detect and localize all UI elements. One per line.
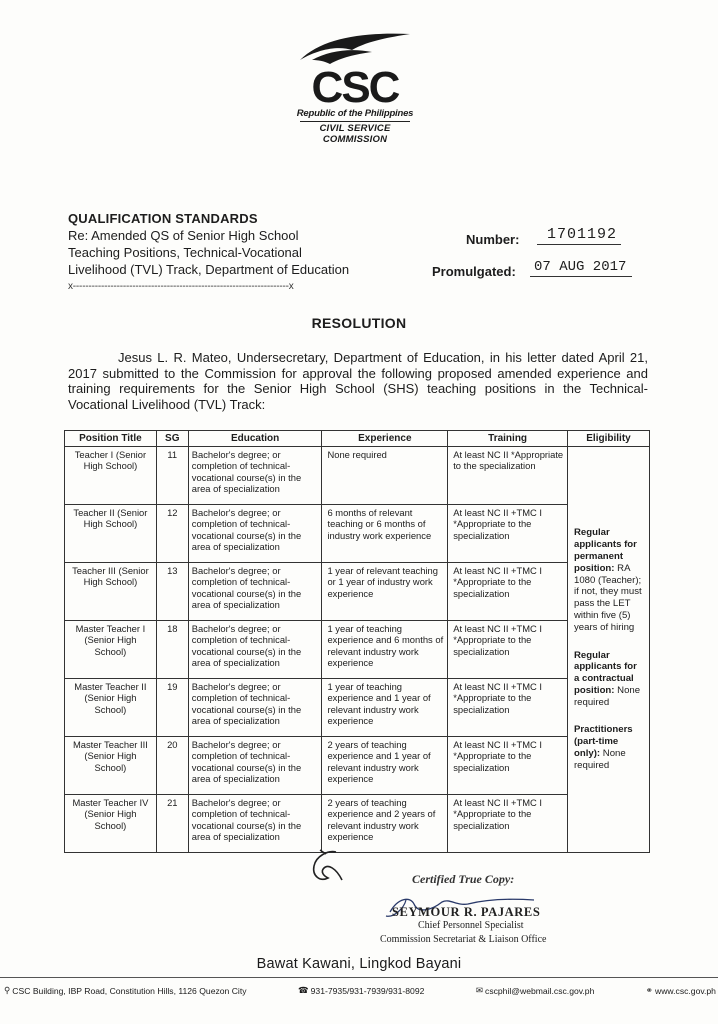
promulgated-label: Promulgated: — [432, 264, 516, 279]
cell-sg: 21 — [156, 795, 188, 853]
table-row — [65, 795, 650, 853]
cell-sg: 11 — [156, 447, 188, 505]
cell-position: Master Teacher IV (Senior High School) — [65, 795, 157, 853]
signatory-name: SEYMOUR R. PAJARES — [392, 905, 541, 919]
promulgated-date: 07 AUG 2017 — [530, 259, 632, 277]
cell-position: Master Teacher III (Senior High School) — [65, 737, 157, 795]
phone-icon: ☎ — [297, 985, 309, 995]
header-training: Training — [448, 431, 568, 447]
cell-position: Teacher I (Senior High School) — [65, 447, 157, 505]
cell-education: Bachelor's degree; or completion of technical-vocational course(s) in the area of specialization — [188, 679, 322, 737]
subject-line-3: Livelihood (TVL) Track, Department of Education — [68, 262, 350, 277]
table-row — [65, 447, 650, 505]
handwritten-initial-signature — [306, 846, 350, 886]
header-experience: Experience — [322, 431, 448, 447]
footer-email[interactable] — [476, 985, 595, 996]
cell-training: At least NC II +TMC I *Appropriate to the specialization — [448, 621, 568, 679]
logo-swoosh-inner — [312, 50, 372, 64]
table-row — [65, 563, 650, 621]
cell-education: Bachelor's degree; or completion of technical-vocational course(s) in the area of specialization — [188, 505, 322, 563]
eligibility-practitioners-text: None required — [573, 748, 626, 771]
logo-agency-text: CIVIL SERVICE COMMISSION — [300, 121, 410, 145]
footer-divider — [0, 977, 718, 978]
eligibility-contractual-text: None required — [573, 684, 641, 708]
cell-education: Bachelor's degree; or completion of technical-vocational course(s) in the area of specialization — [188, 563, 322, 621]
cell-sg: 19 — [156, 679, 188, 737]
eligibility-practitioners-head: Practitioners (part-time only): — [573, 724, 633, 760]
eligibility-permanent-head: Regular applicants for permanent position: — [573, 527, 637, 574]
cell-sg: 13 — [156, 563, 188, 621]
tagline: Bawat Kawani, Lingkod Bayani — [256, 956, 462, 972]
cell-education: Bachelor's degree; or completion of technical-vocational course(s) in the area of specialization — [188, 621, 322, 679]
footer-email-text[interactable]: cscphil@webmail.csc.gov.ph — [485, 985, 595, 996]
cell-education: Bachelor's degree; or completion of technical-vocational course(s) in the area of specialization — [188, 795, 322, 853]
cell-training: At least NC II +TMC I *Appropriate to the specialization — [448, 563, 568, 621]
resolution-number: 1701192 — [537, 226, 621, 245]
cell-experience: 6 months of relevant teaching or 6 months of industry work experience — [322, 505, 448, 563]
cell-training: At least NC II *Appropriate to the specialization — [448, 447, 568, 505]
cell-sg: 20 — [156, 737, 188, 795]
cell-training: At least NC II +TMC I *Appropriate to the specialization — [448, 505, 568, 563]
cell-position: Master Teacher II (Senior High School) — [65, 679, 157, 737]
eligibility-practitioners — [574, 724, 643, 771]
cell-training: At least NC II +TMC I *Appropriate to the specialization — [448, 795, 568, 853]
eligibility-contractual-head: Regular applicants for a contractual position: — [573, 649, 637, 696]
header-position-title: Position Title — [65, 431, 157, 447]
table-header-row — [65, 431, 650, 447]
email-icon: ✉ — [475, 985, 484, 995]
logo-swoosh — [300, 34, 410, 60]
cell-position: Master Teacher I (Senior High School) — [65, 621, 157, 679]
cell-education: Bachelor's degree; or completion of technical-vocational course(s) in the area of specialization — [188, 447, 322, 505]
cell-experience: None required — [322, 447, 448, 505]
intro-paragraph: Jesus L. R. Mateo, Undersecretary, Department of Education, in his letter dated April 21, 2017 submitted to the Commission for approval the following proposed amended experience and training requirements for the Senior High School (SHS) teaching positions in the Technical-Vocational Livelihood (TVL) Track: — [68, 350, 648, 412]
number-label: Number: — [466, 232, 520, 247]
cell-experience: 2 years of teaching experience and 2 years of relevant industry work experience — [322, 795, 448, 853]
cell-sg: 18 — [156, 621, 188, 679]
qualification-table — [64, 430, 650, 853]
footer-address-text: CSC Building, IBP Road, Constitution Hills, 1126 Quezon City — [12, 985, 247, 996]
eligibility-permanent-text: RA 1080 (Teacher); if not, they must pass the LET within five (5) years of hiring — [573, 562, 642, 633]
table-row — [65, 737, 650, 795]
footer-phones — [298, 985, 424, 996]
resolution-heading: RESOLUTION — [311, 315, 407, 331]
cell-training: At least NC II +TMC I *Appropriate to the specialization — [448, 679, 568, 737]
eligibility-permanent — [574, 527, 643, 633]
footer-phones-text: 931-7935/931-7939/931-8092 — [310, 985, 425, 996]
footer-contact-bar — [4, 985, 716, 996]
globe-icon: ⚭ — [645, 985, 653, 995]
header-education: Education — [188, 431, 322, 447]
cell-experience: 1 year of teaching experience and 1 year of relevant industry work experience — [322, 679, 448, 737]
cell-experience: 1 year of relevant teaching or 1 year of industry work experience — [322, 563, 448, 621]
cell-sg: 12 — [156, 505, 188, 563]
subject-separator: x---------------------------------------------------------------------x — [68, 281, 294, 292]
footer-website[interactable] — [646, 985, 716, 996]
footer-address — [4, 985, 247, 996]
cell-eligibility — [567, 447, 649, 853]
cell-education: Bachelor's degree; or completion of technical-vocational course(s) in the area of specialization — [188, 737, 322, 795]
location-icon: ⚲ — [4, 985, 11, 995]
csc-logo-mark — [292, 30, 418, 106]
certified-true-copy-label: Certified True Copy: — [412, 872, 515, 886]
cell-position: Teacher III (Senior High School) — [65, 563, 157, 621]
csc-logo — [292, 30, 418, 145]
cell-experience: 2 years of teaching experience and 1 year of relevant industry work experience — [322, 737, 448, 795]
cell-experience: 1 year of teaching experience and 6 months of relevant industry work experience — [322, 621, 448, 679]
logo-republic-text: Republic of the Philippines — [296, 108, 414, 119]
cell-position: Teacher II (Senior High School) — [65, 505, 157, 563]
cell-training: At least NC II +TMC I *Appropriate to the specialization — [448, 737, 568, 795]
eligibility-contractual — [574, 650, 643, 709]
header-eligibility: Eligibility — [567, 431, 649, 447]
table-row — [65, 679, 650, 737]
table-row — [65, 621, 650, 679]
signatory-office: Commission Secretariat & Liaison Office — [380, 934, 547, 945]
header-sg: SG — [156, 431, 188, 447]
footer-website-text[interactable]: www.csc.gov.ph — [654, 985, 716, 996]
document-title: QUALIFICATION STANDARDS — [68, 211, 258, 226]
subject-line-2: Teaching Positions, Technical-Vocational — [68, 245, 302, 260]
signatory-title: Chief Personnel Specialist — [418, 920, 524, 931]
logo-letters: CSC — [311, 63, 399, 106]
subject-line-1: Re: Amended QS of Senior High School — [68, 228, 299, 243]
table-row — [65, 505, 650, 563]
